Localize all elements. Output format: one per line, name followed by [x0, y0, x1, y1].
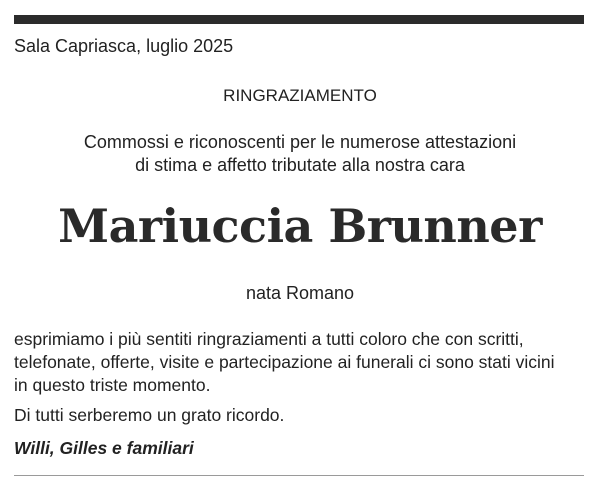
bottom-border-rule — [14, 475, 584, 476]
notice-heading: RINGRAZIAMENTO — [223, 86, 377, 105]
top-border-rule — [14, 15, 584, 24]
place-date: Sala Capriasca, luglio 2025 — [14, 36, 234, 56]
thanks-line: telefonate, offerte, visite e partecipazione ai funerali ci sono stati vicini — [14, 352, 555, 372]
intro-text — [0, 131, 600, 177]
remembrance-line: Di tutti serberemo un grato ricordo. — [14, 405, 285, 425]
intro-line: Commossi e riconoscenti per le numerose attestazioni — [83, 132, 517, 152]
thanks-line: in questo triste momento. — [14, 375, 211, 395]
intro-line: di stima e affetto tributate alla nostra cara — [135, 155, 465, 175]
thanks-line: esprimiamo i più sentiti ringraziamenti a tutti coloro che con scritti, — [14, 329, 524, 349]
deceased-name: Mariuccia Brunner — [58, 199, 542, 253]
family-signature: Willi, Gilles e familiari — [14, 438, 194, 458]
maiden-name: nata Romano — [245, 283, 355, 303]
thanks-paragraph — [14, 328, 589, 397]
